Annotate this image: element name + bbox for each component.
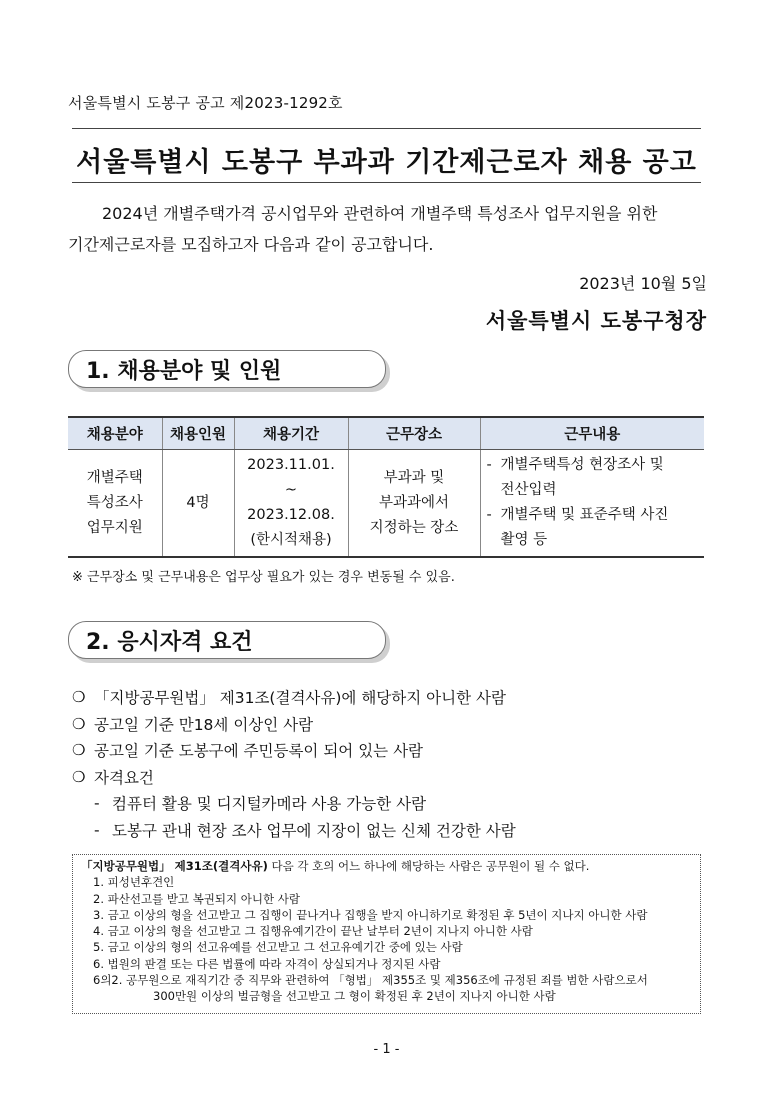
header-count: 채용인원 [162, 417, 234, 450]
issuer: 서울특별시 도봉구청장 [485, 309, 707, 333]
law-item: 3. 금고 이상의 형을 선고받고 그 집행이 끝나거나 집행을 받지 아니하기로 확정된 후 5년이 지나지 아니한 사람 [93, 907, 648, 922]
duty-line: 개별주택 및 표준주택 사진 [500, 507, 669, 523]
duty-item [487, 503, 699, 553]
notice-number: 서울특별시 도봉구 공고 제2023-1292호 [68, 94, 343, 112]
law-heading [81, 858, 692, 874]
list-item [72, 684, 516, 711]
list-sub-item [72, 790, 516, 817]
section2-title: 2. 응시자격 요건 [86, 630, 253, 655]
field-line: 특성조사 [86, 494, 143, 511]
circle-bullet-icon: ❍ [72, 688, 86, 707]
law-item: 2. 파산선고를 받고 복권되지 아니한 사람 [93, 891, 300, 906]
period-note: (한시적채용) [250, 532, 332, 548]
duty-text [501, 503, 669, 553]
law-item: 5. 금고 이상의 형의 선고유예를 선고받고 그 선고유예기간 중에 있는 사람 [93, 940, 463, 955]
cell-place [348, 450, 480, 558]
requirement-text: 공고일 기준 도봉구에 주민등록이 되어 있는 사람 [94, 742, 424, 761]
requirements-list [72, 684, 516, 843]
title-bottom-rule [72, 182, 701, 183]
place-line: 부과과 및 [383, 469, 445, 486]
recruitment-table [68, 416, 704, 558]
intro-line-1: 2024년 개별주택가격 공시업무와 관련하여 개별주택 특성조사 업무지원을 위한 [102, 204, 658, 223]
law-title: 「지방공무원법」 제31조(결격사유) [81, 859, 268, 873]
requirement-text: 자격요건 [94, 768, 154, 787]
list-item [72, 737, 516, 764]
section1-title: 1. 채용분야 및 인원 [86, 359, 282, 384]
cell-period [234, 450, 348, 558]
page-title: 서울특별시 도봉구 부과과 기간제근로자 채용 공고 [76, 147, 697, 178]
place-line: 지정하는 장소 [369, 519, 459, 536]
circle-bullet-icon: ❍ [72, 741, 86, 760]
law-item: 1. 피성년후견인 [93, 875, 175, 890]
circle-bullet-icon: ❍ [72, 714, 86, 733]
duty-item [487, 453, 699, 503]
list-item [72, 764, 516, 791]
cell-count: 4명 [162, 450, 234, 558]
place-line: 부과과에서 [378, 494, 450, 511]
law-item: 4. 금고 이상의 형을 선고받고 그 집행유예기간이 끝난 날부터 2년이 지나지 아니한 사람 [93, 924, 533, 939]
law-excerpt-box [72, 854, 701, 1014]
sub-requirement-text: 도봉구 관내 현장 조사 업무에 지장이 없는 신체 건강한 사람 [112, 821, 516, 840]
header-place: 근무장소 [348, 417, 480, 450]
notice-date: 2023년 10월 5일 [579, 274, 707, 293]
duty-dash: - [486, 507, 492, 523]
page-number: - 1 - [373, 1042, 400, 1057]
table-note: ※ 근무장소 및 근무내용은 업무상 필요가 있는 경우 변동될 수 있음. [72, 570, 455, 585]
intro-line-2: 기간제근로자를 모집하고자 다음과 같이 공고합니다. [68, 235, 434, 254]
list-sub-item [72, 817, 516, 844]
period-end: 2023.12.08. [247, 507, 335, 523]
requirement-text: 「지방공무원법」 제31조(결격사유)에 해당하지 아니한 사람 [94, 689, 506, 708]
requirement-text: 공고일 기준 만18세 이상인 사람 [94, 715, 314, 734]
law-heading-text: 다음 각 호의 어느 하나에 해당하는 사람은 공무원이 될 수 없다. [267, 859, 590, 873]
sub-requirement-text: 컴퓨터 활용 및 디지털카메라 사용 가능한 사람 [112, 795, 427, 814]
dash-marker: - [94, 794, 100, 813]
duty-dash: - [486, 457, 492, 473]
law-item: 6의2. 공무원으로 재직기간 중 직무와 관련하여 「형법」 제355조 및 제356조에 규정된 죄를 범한 사람으로서 [93, 973, 648, 988]
table-header-row [68, 417, 704, 450]
law-item: 6. 법원의 판결 또는 다른 법률에 따라 자격이 상실되거나 정지된 사람 [93, 956, 441, 971]
law-item-continuation: 300만원 이상의 벌금형을 선고받고 그 형이 확정된 후 2년이 지나지 아니한 사람 [153, 989, 556, 1004]
title-top-rule [72, 128, 701, 129]
header-period: 채용기간 [234, 417, 348, 450]
period-start: 2023.11.01. [247, 457, 335, 473]
cell-duties [480, 450, 704, 558]
header-field: 채용분야 [68, 417, 162, 450]
dash-marker: - [94, 820, 100, 839]
duty-line: 촬영 등 [500, 532, 548, 548]
duty-text [501, 453, 664, 503]
duty-line: 전산입력 [500, 482, 557, 498]
field-line: 업무지원 [86, 519, 143, 536]
header-duties: 근무내용 [480, 417, 704, 450]
table-row [68, 450, 704, 558]
list-item [72, 711, 516, 738]
duty-line: 개별주택특성 현장조사 및 [500, 457, 664, 473]
period-tilde: ~ [284, 482, 298, 498]
circle-bullet-icon: ❍ [72, 767, 86, 786]
field-line: 개별주택 [86, 469, 143, 486]
cell-field [68, 450, 162, 558]
